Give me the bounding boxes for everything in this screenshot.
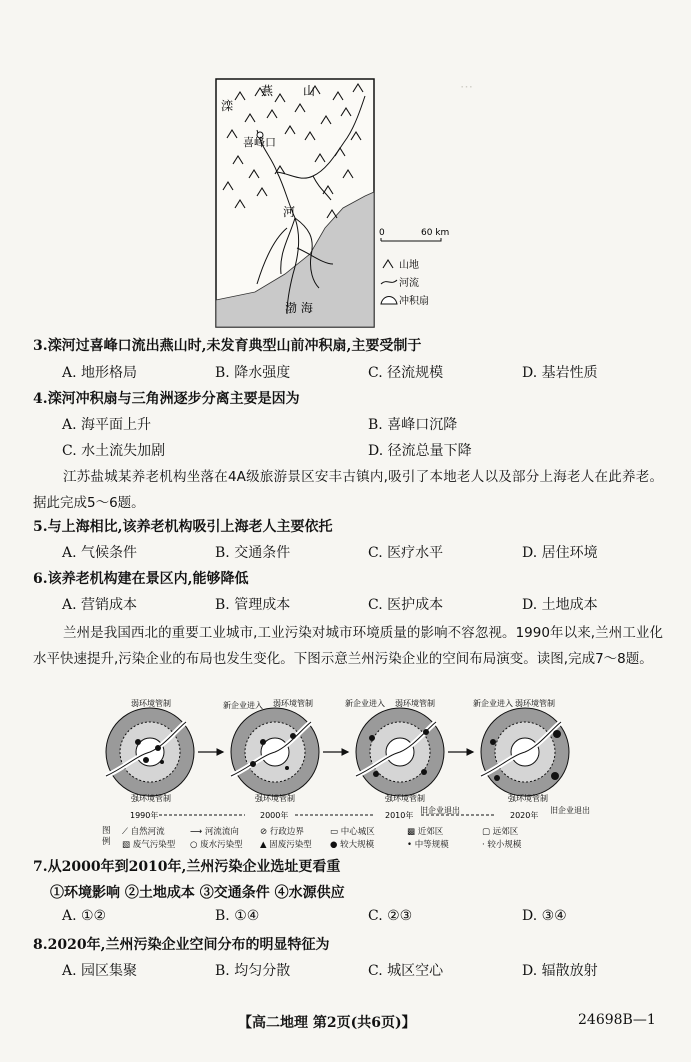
legend-title: 图 例 [102,826,111,847]
question-4: 4.滦河冲积扇与三角洲逐步分离主要是因为 [33,391,300,407]
q4-option-d[interactable]: D. 径流总量下降 [368,443,472,459]
question-7: 7.从2000年到2010年,兰州污染企业选址更看重 [33,859,341,875]
page-footer-code: 24698B—1 [578,1012,656,1028]
map-label-yan: 燕 [261,84,274,98]
svg-text:60 km: 60 km [421,228,450,238]
page-footer-title: 【高二地理 第2页(共6页)】 [238,1015,416,1031]
q8-option-a[interactable]: A. 园区集聚 [62,963,138,979]
layout-2020 [481,708,569,796]
svg-text:新企业进入: 新企业进入 [345,699,385,708]
layout-1990 [106,708,194,796]
svg-text:2000年: 2000年 [260,811,289,820]
material-yancheng: 江苏盐城某养老机构坐落在4A级旅游景区安丰古镇内,吸引了本地老人以及部分上海老人在此养老。据此完成5～6题。 [33,469,663,511]
q5-option-c[interactable]: C. 医疗水平 [368,545,444,561]
svg-text:河流: 河流 [399,278,419,289]
svg-text:旧企业退出: 旧企业退出 [550,806,590,815]
q7-items: ①环境影响 ②土地成本 ③交通条件 ④水源供应 [50,885,345,901]
svg-text:弱环境管制: 弱环境管制 [395,699,435,708]
layout-2000 [231,708,319,796]
luanhe-map [215,78,477,330]
q5-option-d[interactable]: D. 居住环境 [522,545,598,561]
q5-option-a[interactable]: A. 气候条件 [62,545,138,561]
q7-option-c[interactable]: C. ②③ [368,908,413,924]
q3-option-a[interactable]: A. 地形格局 [62,365,138,381]
q4-option-c[interactable]: C. 水土流失加剧 [62,443,166,459]
svg-text:强环境管制: 强环境管制 [255,794,295,803]
legend-fan-icon [381,297,397,305]
legend-river-icon [381,280,397,284]
svg-text:0: 0 [379,228,385,238]
q7-option-d[interactable]: D. ③④ [522,908,567,924]
question-8: 8.2020年,兰州污染企业空间分布的明显特征为 [33,937,330,953]
map-label-luan: 滦 [221,99,234,113]
svg-text:弱环境管制: 弱环境管制 [131,699,171,708]
scale-bar [379,228,449,241]
svg-text:弱环境管制: 弱环境管制 [515,699,555,708]
bleed-through-mark: ⋯ [460,80,473,95]
q6-option-c[interactable]: C. 医护成本 [368,597,444,613]
map-label-shan: 山 [303,84,316,98]
q6-option-d[interactable]: D. 土地成本 [522,597,598,613]
q4-option-b[interactable]: B. 喜峰口沉降 [368,417,458,433]
svg-text:1990年: 1990年 [130,811,159,820]
question-5: 5.与上海相比,该养老机构吸引上海老人主要依托 [33,519,333,535]
q6-option-a[interactable]: A. 营销成本 [62,597,138,613]
map-label-he: 河 [283,205,296,219]
svg-text:强环境管制: 强环境管制 [508,794,548,803]
q7-option-b[interactable]: B. ①④ [215,908,260,924]
svg-text:强环境管制: 强环境管制 [385,794,425,803]
q4-option-a[interactable]: A. 海平面上升 [62,417,152,433]
legend-mountain-icon [383,260,393,268]
q6-option-b[interactable]: B. 管理成本 [215,597,291,613]
q3-option-b[interactable]: B. 降水强度 [215,365,291,381]
svg-text:2020年: 2020年 [510,811,539,820]
q3-option-d[interactable]: D. 基岩性质 [522,365,598,381]
map-label-xifengkou: 喜峰口 [243,136,276,149]
q5-option-b[interactable]: B. 交通条件 [215,545,291,561]
q7-option-a[interactable]: A. ①② [62,908,107,924]
q3-option-c[interactable]: C. 径流规模 [368,365,444,381]
svg-text:强环境管制: 强环境管制 [131,794,171,803]
svg-text:新企业进入: 新企业进入 [473,699,513,708]
map1-legend [381,258,429,307]
material-lanzhou: 兰州是我国西北的重要工业城市,工业污染对城市环境质量的影响不容忽视。1990年以来,兰州工业化水平快速提升,污染企业的布局也发生变化。下图示意兰州污染企业的空间布局演变。读图,完成7～8题。 [33,625,663,667]
svg-text:弱环境管制: 弱环境管制 [273,699,313,708]
svg-text:山地: 山地 [399,260,419,271]
svg-text:旧企业退出: 旧企业退出 [420,806,460,815]
question-6: 6.该养老机构建在景区内,能够降低 [33,571,249,587]
q8-option-c[interactable]: C. 城区空心 [368,963,444,979]
svg-text:新企业进入: 新企业进入 [223,701,263,710]
exam-page: ⋯ 燕 山 滦 喜峰口 河 渤 海 0 60 km 山地 河流 冲积扇 3.滦河过喜峰口流出燕山时,未发育典型山前冲积扇,主要受制于 A. 地形格局 B. 降水强度 C. 径流规模 D. 基岩性质 4.滦河冲积扇与三角洲逐步分离主要是因为 A. 海平面上升 B. 喜峰口沉降 C. 水土流失加剧 D. 径流总量下降 江苏盐城某养老机构坐落在4A级旅游景区安丰古镇内,吸引了本地老人以及部分上海老人在此养老。据此完成5～6题。 5.与上海相比,该养老机构吸引上海老人主要依托 A. 气候条件 B. 交通条件 C. 医疗水平 D. 居住环境 6.该养老机构建在景区内,能够降低 A. 营销成本 B. 管理成本 C. 医护成本 D. 土地成本 兰州是我国西北的重要工业城市,工业污染对城市环境质量的影响不容忽视。1990年以来,兰州工业化水平快速提升,污染企业的布局也发生变化。下图示意兰州污染企业的空间布局演变。读图,完成7～8题。 弱环境管制 强环境管制 新企业进入 弱环境管制 强环境管制 新企业进入 弱环境管制 强环境管制 旧企业退出 新企业进入 弱环境管制 强环境管制 旧企业退出 1990年 2000年 2010年 2020年 图 例 ⟋ 自然河流 ⟶ 河流流向 ⊘ 行政边界 ▭ 中心城区 ▩ 近郊区 ▢ 远郊区 ▧ 废气污染型 ○ 废水污染型 ▲ 固废污染型 ● 较大规模 • 中等规模 · 较小规模 7.从2000年到2010年,兰州污染企业选址更看重 ①环境影响 ②土地成本 ③交通条件 ④水源供应 A. ①② B. ①④ C. ②③ D. ③④ 8.2020年,兰州污染企业空间分布的明显特征为 A. 园区集聚 B. 均匀分散 C. 城区空心 D. 辐散放射 【高二地理 第2页(共6页)】 24698B—1 [33,80,663,1031]
question-3: 3.滦河过喜峰口流出燕山时,未发育典型山前冲积扇,主要受制于 [33,338,422,354]
map-label-bohai: 渤 海 [285,301,313,315]
layout-2010 [356,708,444,796]
q8-option-d[interactable]: D. 辐散放射 [522,963,598,979]
svg-text:2010年: 2010年 [385,811,414,820]
q8-option-b[interactable]: B. 均匀分散 [215,963,291,979]
svg-text:冲积扇: 冲积扇 [399,296,429,307]
